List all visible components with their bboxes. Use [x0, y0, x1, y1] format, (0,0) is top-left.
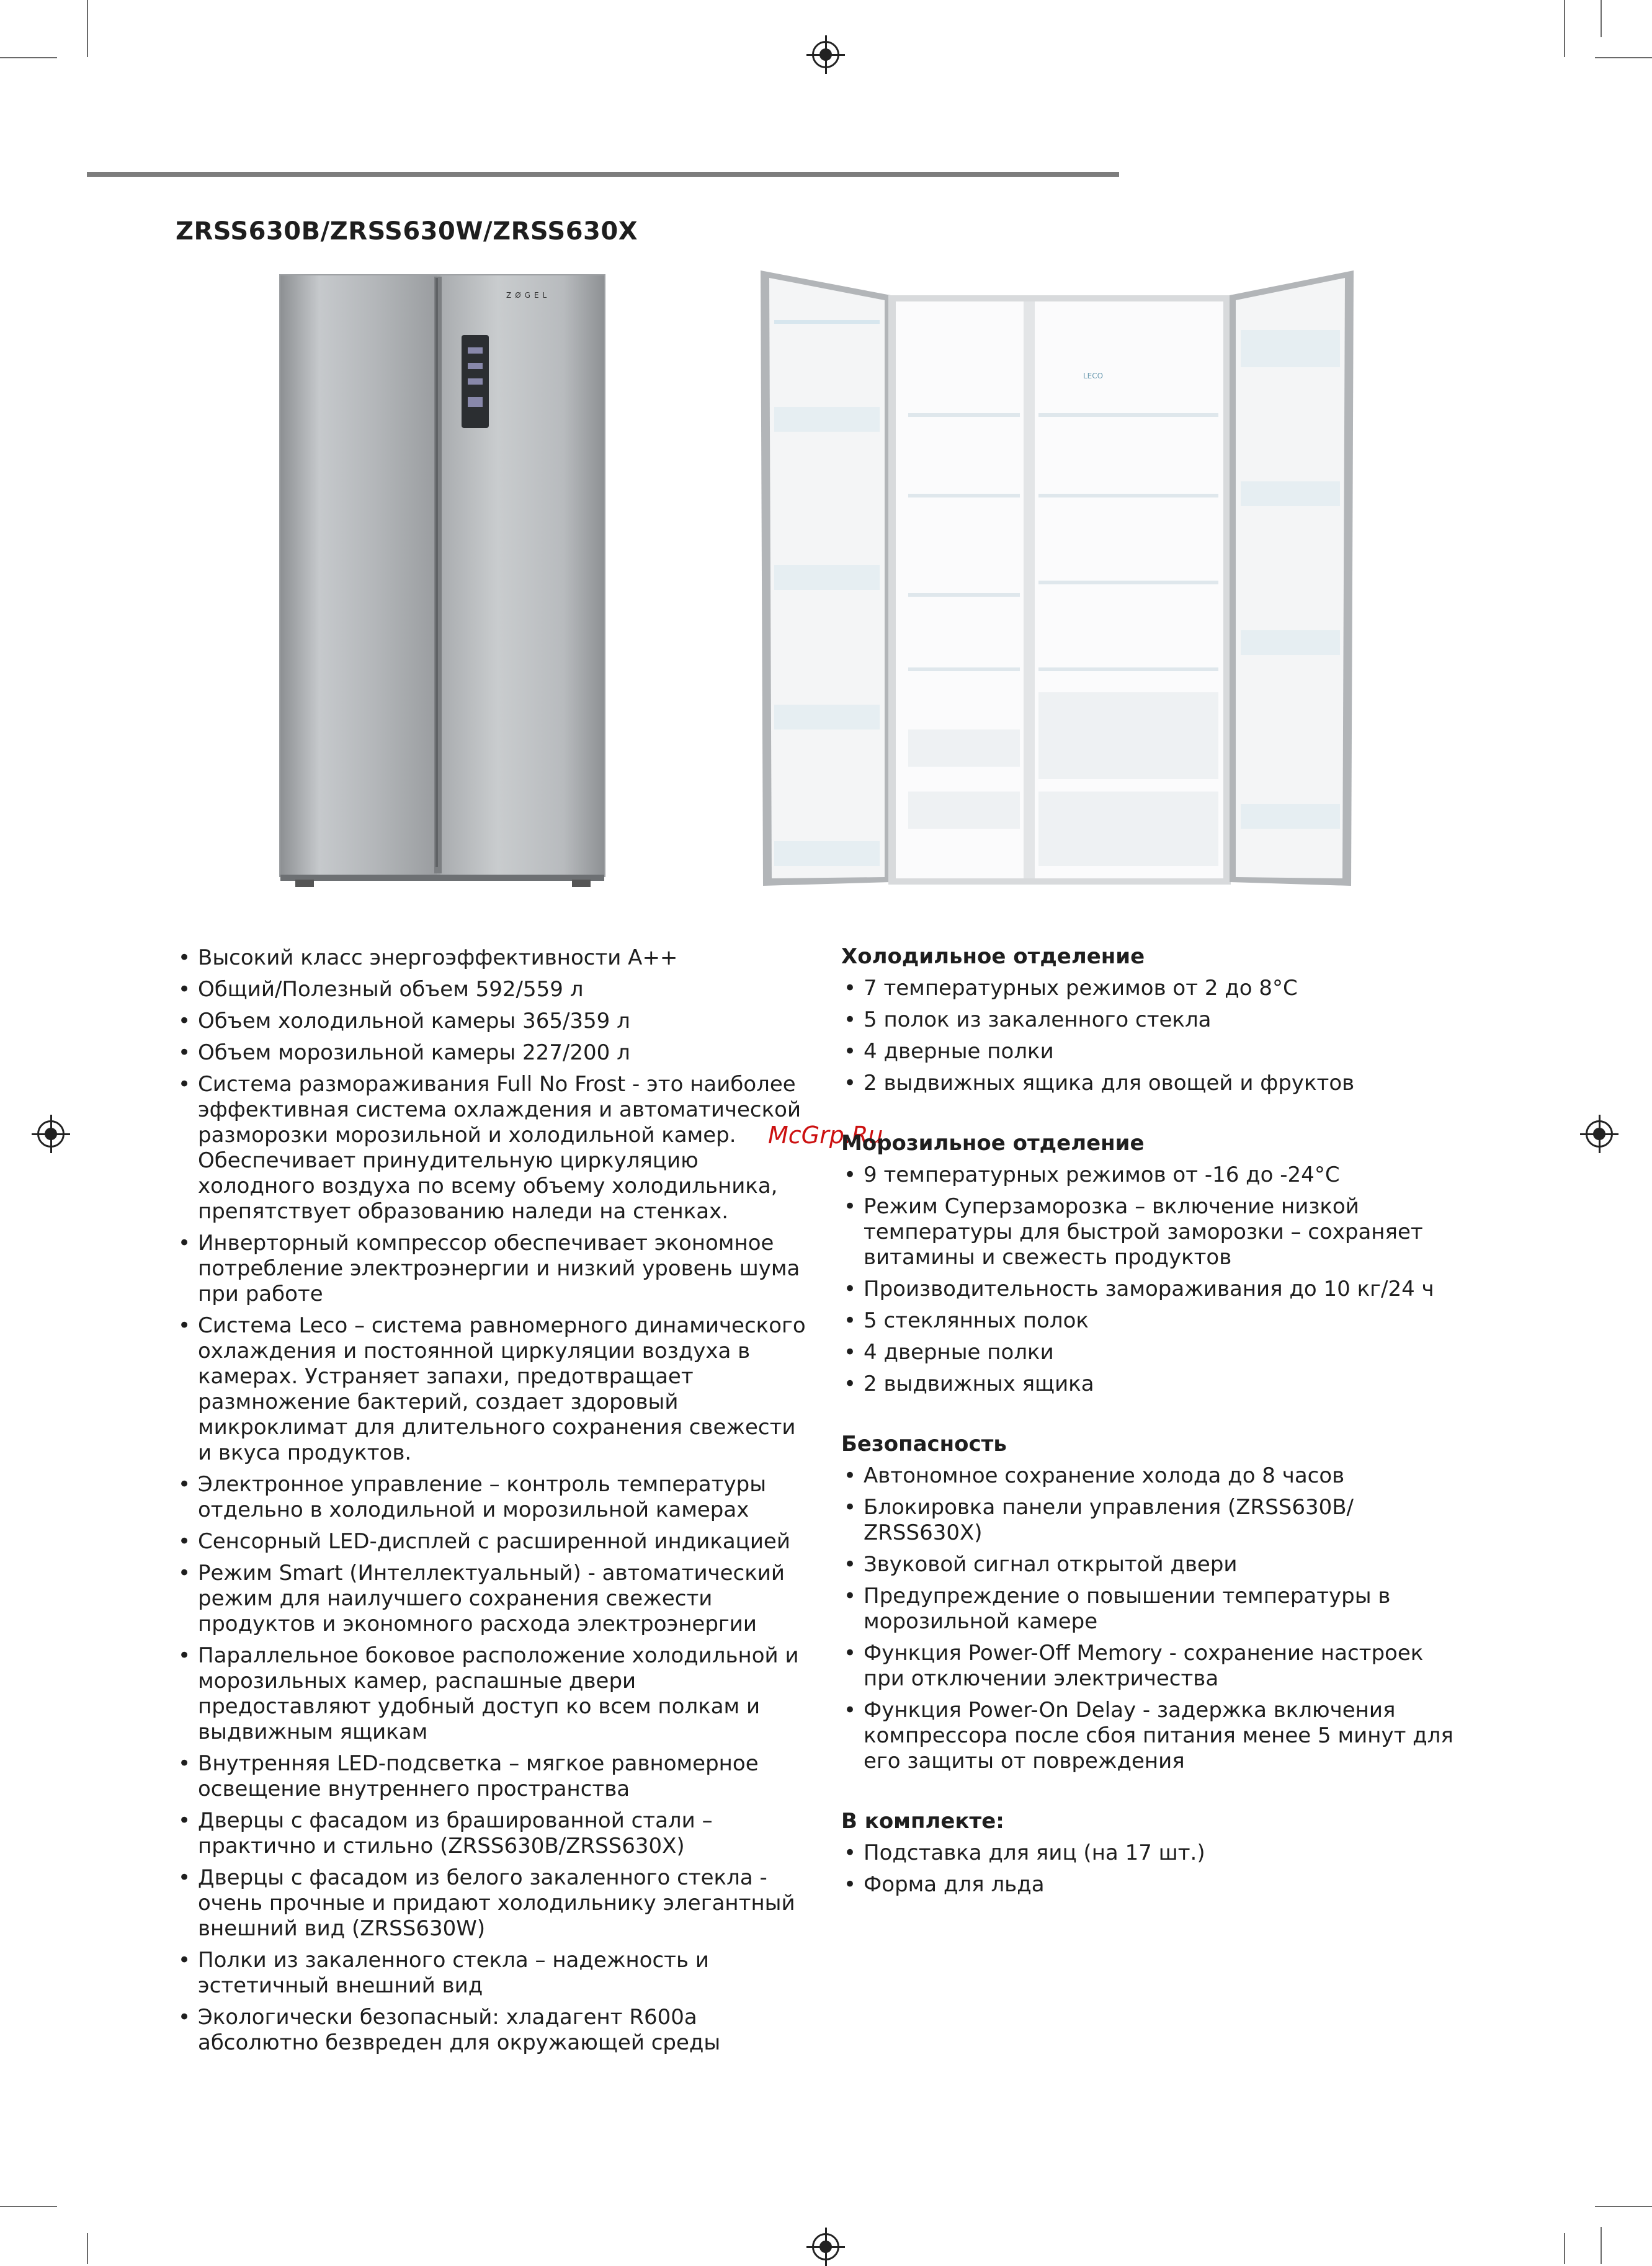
- header-rule: [87, 172, 1119, 177]
- list-item: • Система Leco – система равномерного динамического охлаждения и постоянной циркуляции воздуха в камерах. Устраняет запахи, предотвращает размножение бактерий, создает здоровый микроклимат для длительного сохранения свежести и вкуса продуктов.: [176, 1313, 815, 1466]
- watermark: McGrp.Ru: [768, 1122, 883, 1149]
- crop-mark: [0, 2206, 57, 2207]
- registration-mark-icon: [812, 41, 839, 68]
- features-list: [176, 945, 815, 2056]
- list-item: • Функция Power-Off Memory - сохранение настроек при отключении электричества: [841, 1641, 1462, 1692]
- list-item: • Дверцы с фасадом из брашированной стали – практично и стильно (ZRSS630B/ZRSS630X): [176, 1808, 815, 1859]
- list-item: • 2 выдвижных ящика для овощей и фруктов: [841, 1071, 1462, 1096]
- list-item: • Высокий класс энергоэффективности А++: [176, 945, 815, 971]
- list-item: • Автономное сохранение холода до 8 часов: [841, 1463, 1462, 1489]
- list-item: • Экологически безопасный: хладагент R600a абсолютно безвреден для окружающей среды: [176, 2005, 815, 2056]
- crop-mark: [87, 2233, 88, 2264]
- section-heading: В комплекте:: [841, 1809, 1004, 1834]
- list-item: • Производительность замораживания до 10 кг/24 ч: [841, 1277, 1462, 1302]
- brand-logo: ZØGEL: [506, 291, 551, 300]
- list-item: • 4 дверные полки: [841, 1340, 1462, 1365]
- section-heading: Морозильное отделение: [841, 1131, 1145, 1156]
- closed-fridge-image: [277, 273, 609, 888]
- leco-logo: LECO: [1083, 372, 1104, 380]
- crop-mark: [1564, 0, 1565, 57]
- crop-mark: [1595, 2206, 1652, 2207]
- list-item: • Объем морозильной камеры 227/200 л: [176, 1040, 815, 1066]
- crop-mark: [0, 57, 57, 58]
- list-item: • Объем холодильной камеры 365/359 л: [176, 1009, 815, 1034]
- crop-mark: [1601, 0, 1602, 37]
- registration-mark-icon: [812, 2233, 839, 2260]
- section-list: [841, 976, 1462, 1096]
- section-freezer: [841, 1131, 1462, 1397]
- list-item: • Блокировка панели управления (ZRSS630B/ ZRSS630X): [841, 1495, 1462, 1546]
- section-list: [841, 1162, 1462, 1397]
- list-item: • Общий/Полезный объем 592/559 л: [176, 977, 815, 1002]
- crop-mark: [1564, 2233, 1565, 2264]
- list-item: • Внутренняя LED-подсветка – мягкое равномерное освещение внутреннего пространства: [176, 1751, 815, 1802]
- spec-sections-column: [841, 944, 1462, 1932]
- section-safety: [841, 1432, 1462, 1774]
- list-item: • Функция Power-On Delay - задержка включения компрессора после сбоя питания менее 5 минут для его защиты от повреждения: [841, 1698, 1462, 1774]
- list-item: • 2 выдвижных ящика: [841, 1372, 1462, 1397]
- section-included: [841, 1809, 1462, 1898]
- section-heading: Безопасность: [841, 1432, 1007, 1456]
- registration-mark-icon: [1586, 1120, 1613, 1148]
- crop-mark: [1595, 57, 1652, 58]
- open-fridge-image: [761, 270, 1354, 892]
- section-fridge: [841, 944, 1462, 1096]
- section-list: [841, 1840, 1462, 1898]
- list-item: • 5 полок из закаленного стекла: [841, 1007, 1462, 1033]
- list-item: • Сенсорный LED-дисплей с расширенной индикацией: [176, 1529, 815, 1555]
- crop-mark: [87, 0, 88, 57]
- list-item: • 4 дверные полки: [841, 1039, 1462, 1064]
- list-item: • Режим Smart (Интеллектуальный) - автоматический режим для наилучшего сохранения свежести продуктов и экономного расхода электроэнергии: [176, 1561, 815, 1637]
- page-title: ZRSS630B/ZRSS630W/ZRSS630X: [176, 217, 638, 246]
- list-item: • 7 температурных режимов от 2 до 8°С: [841, 976, 1462, 1001]
- list-item: • Предупреждение о повышении температуры в морозильной камере: [841, 1584, 1462, 1635]
- list-item: • Инверторный компрессор обеспечивает экономное потребление электроэнергии и низкий уровень шума при работе: [176, 1231, 815, 1307]
- features-column: [176, 945, 815, 2062]
- list-item: • Полки из закаленного стекла – надежность и эстетичный внешний вид: [176, 1948, 815, 1999]
- crop-mark: [1601, 2227, 1602, 2264]
- list-item: • Параллельное боковое расположение холодильной и морозильных камер, распашные двери предоставляют удобный доступ ко всем полкам и выдвижным ящикам: [176, 1643, 815, 1745]
- list-item: • Подставка для яиц (на 17 шт.): [841, 1840, 1462, 1866]
- list-item: • Электронное управление – контроль температуры отдельно в холодильной и морозильной камерах: [176, 1472, 815, 1523]
- list-item: • Форма для льда: [841, 1872, 1462, 1898]
- registration-mark-icon: [37, 1120, 65, 1148]
- list-item: • 5 стеклянных полок: [841, 1308, 1462, 1334]
- list-item: • Дверцы с фасадом из белого закаленного стекла - очень прочные и придают холодильнику элегантный внешний вид (ZRSS630W): [176, 1865, 815, 1942]
- list-item: • Система размораживания Full No Frost - это наиболее эффективная система охлаждения и автоматической разморозки морозильной и холодильной камер. Обеспечивает принудительную циркуляцию холодного воздуха по всему объему холодильника, препятствует образованию наледи на стенках.: [176, 1072, 815, 1224]
- section-list: [841, 1463, 1462, 1774]
- list-item: • Звуковой сигнал открытой двери: [841, 1552, 1462, 1577]
- list-item: • 9 температурных режимов от -16 до -24°С: [841, 1162, 1462, 1188]
- list-item: • Режим Суперзаморозка – включение низкой температуры для быстрой заморозки – сохраняет витамины и свежесть продуктов: [841, 1194, 1462, 1270]
- section-heading: Холодильное отделение: [841, 944, 1145, 969]
